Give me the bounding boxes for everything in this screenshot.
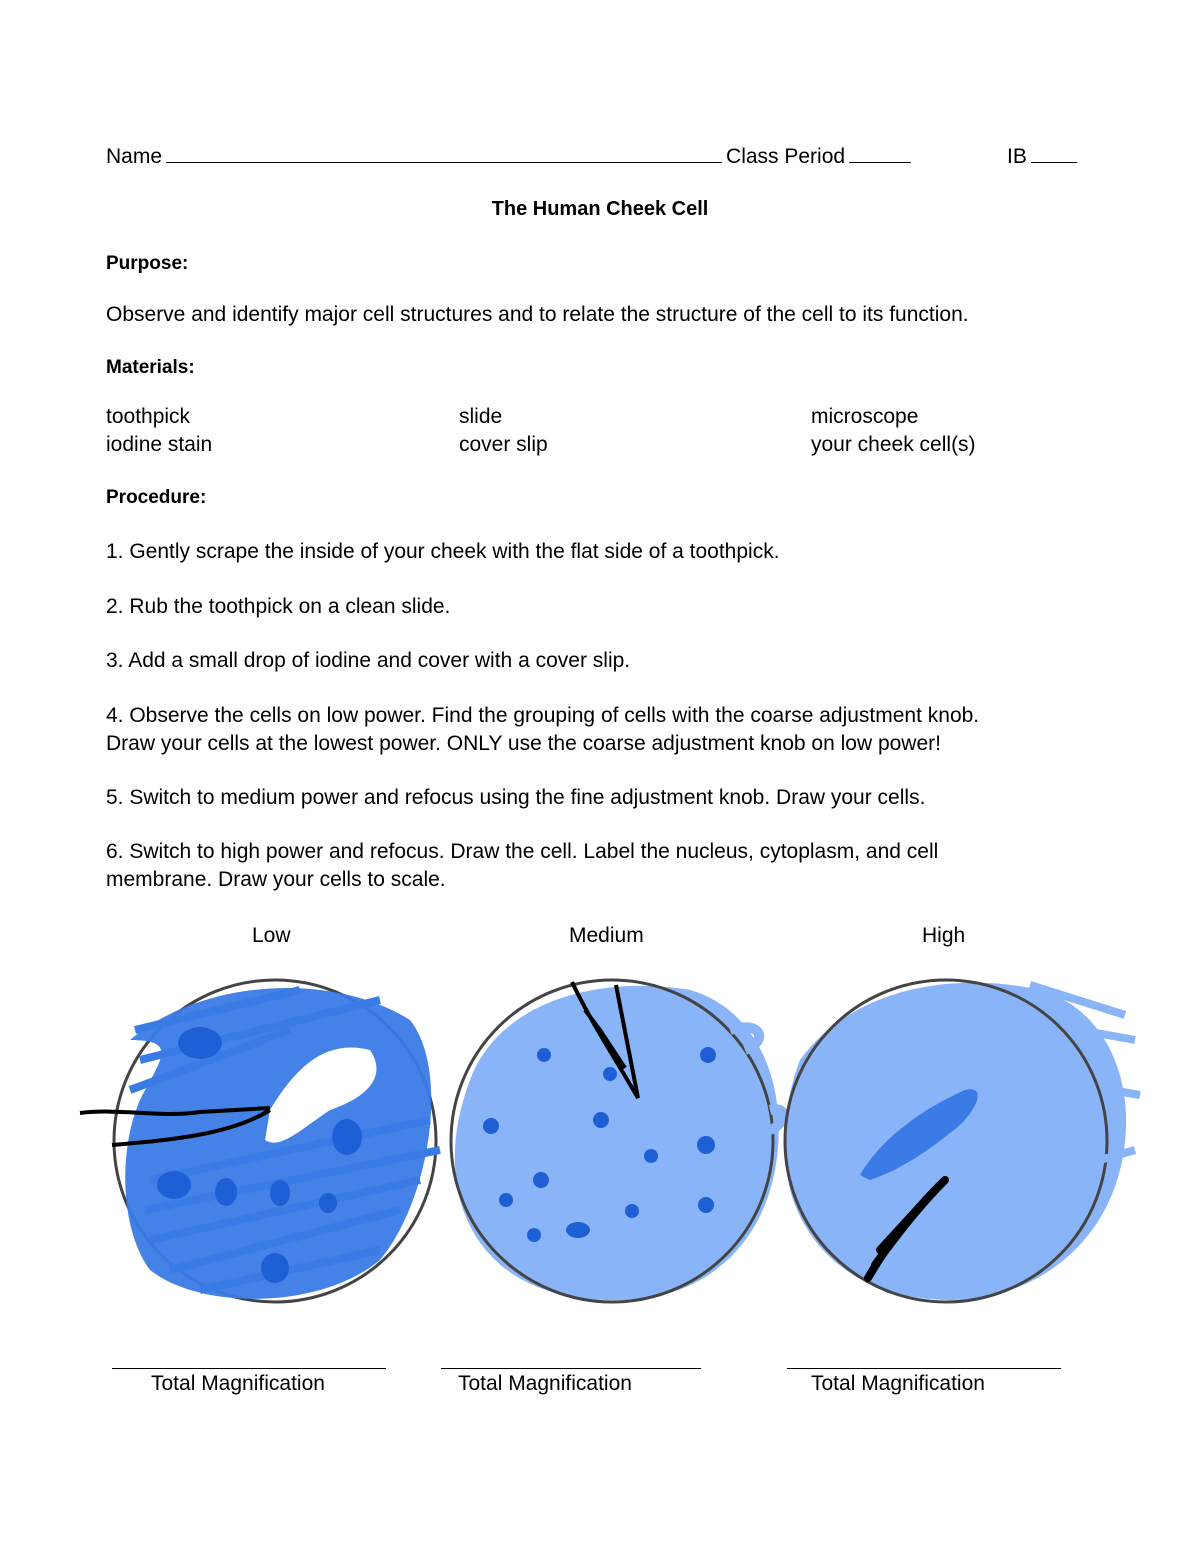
procedure-step-2: 2. Rub the toothpick on a clean slide. <box>106 595 451 618</box>
procedure-step-6-cont: membrane. Draw your cells to scale. <box>106 868 446 891</box>
medium-nucleus <box>483 1118 499 1134</box>
medium-nucleus <box>625 1204 639 1218</box>
medium-magnification-label: Total Magnification <box>458 1372 632 1395</box>
low-nucleus <box>157 1171 191 1199</box>
medium-nucleus <box>700 1047 716 1063</box>
class-period-label: Class Period <box>726 145 846 168</box>
materials-heading: Materials: <box>106 357 195 378</box>
medium-nucleus <box>533 1172 549 1188</box>
procedure-step-3: 3. Add a small drop of iodine and cover with a cover slip. <box>106 649 631 672</box>
low-nucleus <box>319 1193 337 1213</box>
procedure-step-1: 1. Gently scrape the inside of your cheek with the flat side of a toothpick. <box>106 540 780 563</box>
medium-nucleus <box>593 1112 609 1128</box>
purpose-text: Observe and identify major cell structures and to relate the structure of the cell to its function. <box>106 303 969 326</box>
medium-nucleus <box>537 1048 551 1062</box>
material-item: toothpick <box>106 405 191 428</box>
low-power-drawing <box>80 980 440 1302</box>
material-item: cover slip <box>459 433 548 456</box>
procedure-step-4: 4. Observe the cells on low power. Find the grouping of cells with the coarse adjustment knob. <box>106 704 980 727</box>
low-magnification-label: Total Magnification <box>151 1372 325 1395</box>
low-nucleus <box>261 1253 289 1283</box>
procedure-step-4-cont: Draw your cells at the lowest power. ONLY use the coarse adjustment knob on low power! <box>106 732 941 755</box>
medium-nucleus <box>697 1136 715 1154</box>
low-nucleus <box>178 1027 222 1059</box>
page-title: The Human Cheek Cell <box>491 198 709 220</box>
medium-label: Medium <box>569 924 644 947</box>
purpose-heading: Purpose: <box>106 253 189 274</box>
material-item: iodine stain <box>106 433 213 456</box>
high-power-drawing <box>785 980 1140 1302</box>
procedure-step-5: 5. Switch to medium power and refocus using the fine adjustment knob. Draw your cells. <box>106 786 926 809</box>
medium-nucleus <box>698 1197 714 1213</box>
material-item: your cheek cell(s) <box>811 433 976 456</box>
name-label: Name <box>106 145 163 168</box>
low-nucleus <box>215 1178 237 1206</box>
material-item: microscope <box>811 405 919 428</box>
low-label: Low <box>252 924 291 947</box>
high-magnification-blank[interactable] <box>787 1368 1061 1369</box>
high-scribble <box>785 983 1126 1300</box>
low-nucleus <box>332 1119 362 1155</box>
low-magnification-blank[interactable] <box>112 1368 386 1369</box>
medium-nucleus <box>603 1067 617 1081</box>
medium-magnification-blank[interactable] <box>441 1368 701 1369</box>
medium-nucleus <box>566 1222 590 1238</box>
procedure-heading: Procedure: <box>106 487 207 508</box>
high-label: High <box>922 924 966 947</box>
medium-power-drawing <box>451 980 783 1302</box>
medium-nucleus <box>644 1149 658 1163</box>
ib-label: IB <box>1007 145 1027 168</box>
material-item: slide <box>459 405 503 428</box>
low-nucleus <box>270 1180 290 1206</box>
procedure-step-6: 6. Switch to high power and refocus. Draw the cell. Label the nucleus, cytoplasm, and cell <box>106 840 939 863</box>
high-magnification-label: Total Magnification <box>811 1372 985 1395</box>
medium-nucleus <box>499 1193 513 1207</box>
medium-nucleus <box>527 1228 541 1242</box>
